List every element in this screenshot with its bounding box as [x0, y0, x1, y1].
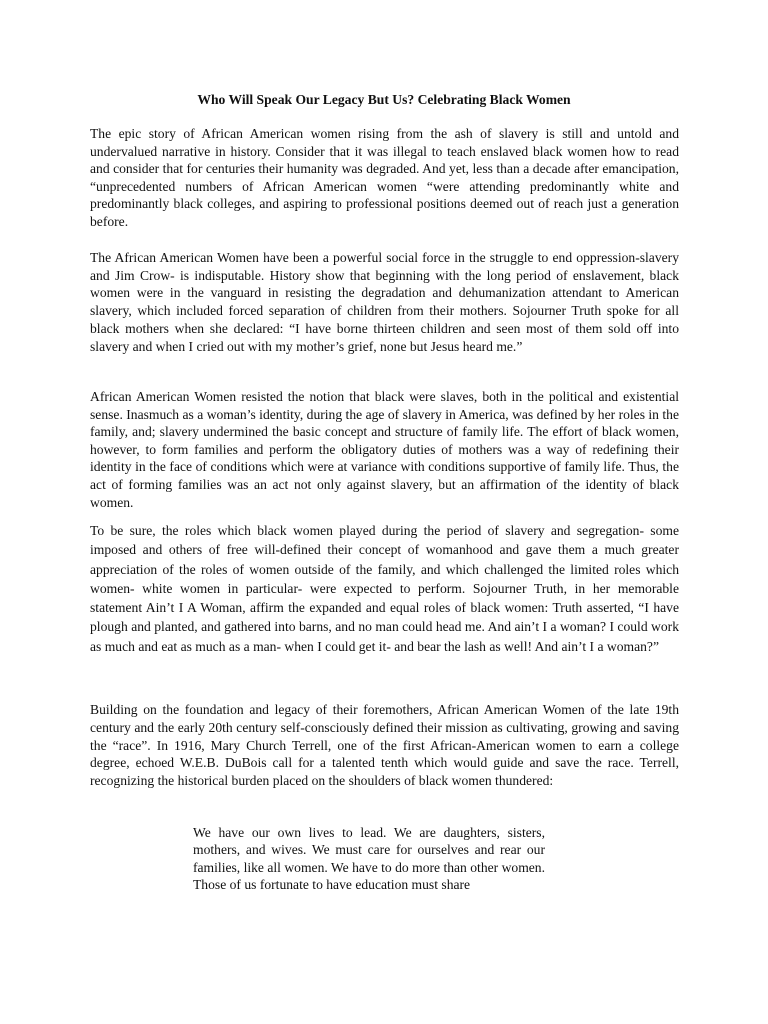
paragraph-social-force: The African American Women have been a powerful social force in the struggle to end oppression-slavery and Jim Crow- is indisputable. History show that beginning with the long period of enslavement, black women were in the vanguard in resisting the degradation and dehumanization attendant to American slavery, which included forced separation of children from their mothers. Sojourner Truth spoke for all black mothers when she declared: “I have borne thirteen children and seen most of them sold off into slavery and when I cried out with my mother’s grief, none but Jesus heard me.” [90, 250, 679, 354]
block-quote: We have our own lives to lead. We are daughters, sisters, mothers, and wives. We must care for ourselves and rear our families, like all women. We have to do more than other women. Those of us fortunate to have education must share [193, 825, 545, 893]
paragraph-intro: The epic story of African American women rising from the ash of slavery is still and untold and undervalued narrative in history. Consider that it was illegal to teach enslaved black women how to read and consider that for centuries their humanity was degraded. And yet, less than a decade after emancipation, “unprecedented numbers of African American women “were attending predominantly white and predominantly black colleges, and aspiring to professional positions deemed out of reach just a generation before. [90, 126, 679, 229]
document-title: Who Will Speak Our Legacy But Us? Celebrating Black Women [197, 92, 571, 107]
paragraph-legacy: Building on the foundation and legacy of their foremothers, African American Women of the late 19th century and the early 20th century self-consciously defined their mission as cultivating, growing and saving the “race”. In 1916, Mary Church Terrell, one of the first African-American women to earn a college degree, echoed W.E.B. DuBois call for a talented tenth which would guide and save the race. Terrell, recognizing the historical burden placed on the shoulders of black women thundered: [90, 702, 679, 789]
paragraph-identity: African American Women resisted the notion that black were slaves, both in the political and existential sense. Inasmuch as a woman’s identity, during the age of slavery in America, was defined by her roles in the family, and; slavery undermined the basic concept and structure of family life. The effort of black women, however, to form families and perform the obligatory duties of mothers was a way of redefining their identity in the face of conditions which were at variance with conditions supportive of family life. Thus, the act of forming families was an act not only against slavery, but an affirmation of the identity of black women. [90, 389, 679, 510]
paragraph-roles: To be sure, the roles which black women played during the period of slavery and segregation- some imposed and others of free will-defined their concept of womanhood and gave them a much greater appreciation of the roles of women outside of the family, and which challenged the limited roles which women- white women in particular- were expected to perform. Sojourner Truth, in her memorable statement Ain’t I A Woman, affirm the expanded and equal roles of black women: Truth asserted, “I have plough and planted, and gathered into barns, and no man could head me. And ain’t I a woman? I could work as much and eat as much as a man- when I could get it- and bear the lash as well! And ain’t I a woman?” [90, 523, 679, 654]
